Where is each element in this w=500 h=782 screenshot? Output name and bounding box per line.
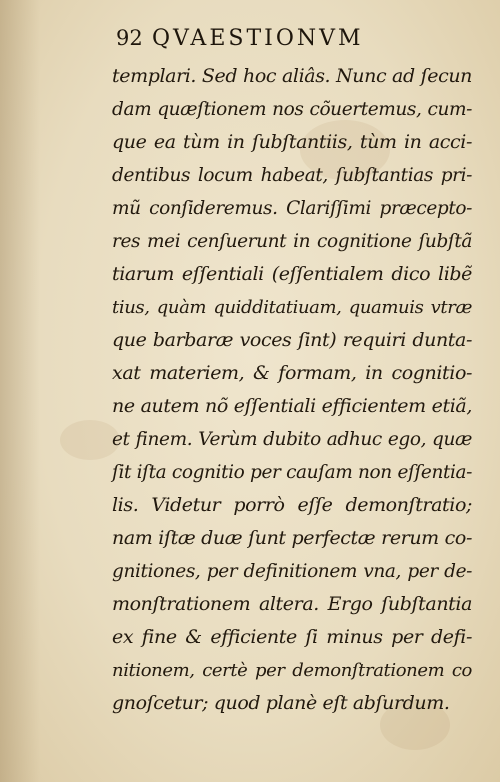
page-header <box>116 26 446 56</box>
text-line: ne autem nõ eſſentiali efficientem etiã, <box>112 395 472 417</box>
paper-stain <box>60 420 120 460</box>
text-line: mũ conſideremus. Clariſſimi præcepto- <box>112 198 472 219</box>
text-line: res mei cenſuerunt in cognitione ſubſtã <box>112 231 472 252</box>
text-line: templari. Sed hoc aliâs. Nunc ad ſecun <box>112 65 472 87</box>
text-line: gnoſcetur; quod planè eſt abſurdum. <box>112 692 450 714</box>
text-line: lis. Videtur porrò eſſe demonſtratio; <box>112 494 472 516</box>
page-edge-shadow <box>0 0 40 782</box>
text-line: tius, quàm quidditatiuam, quamuis vtræ <box>112 297 472 318</box>
text-line: dentibus locum habeat, ſubſtantias pri- <box>112 165 472 186</box>
page-number: 92 <box>116 26 143 50</box>
text-line: tiarum eſſentiali (eſſentialem dico libẽ <box>112 263 472 285</box>
text-line: nitionem, certè per demonſtrationem co <box>112 660 472 681</box>
text-line: monſtrationem altera. Ergo ſubſtantia <box>112 593 472 615</box>
text-line: que barbaræ voces ſint) requiri dunta- <box>112 329 472 351</box>
running-head: QVAESTIONVM <box>152 26 364 51</box>
text-line: xat materiem, & formam, in cognitio- <box>112 362 472 384</box>
text-line: que ea tùm in ſubſtantiis, tùm in acci- <box>112 131 472 153</box>
text-line: et finem. Verùm dubito adhuc ego, quæ <box>112 429 472 450</box>
text-line: ex fine & efficiente ſi minus per defi- <box>112 626 472 648</box>
text-line: ſit iſta cognitio per cauſam non eſſentia- <box>112 462 472 483</box>
body-text <box>112 60 472 720</box>
text-line: dam quæſtionem nos cõuertemus, cum- <box>112 99 472 120</box>
text-line: gnitiones, per definitionem vna, per de- <box>112 561 472 582</box>
text-line: nam iſtæ duæ ſunt perfectæ rerum co- <box>112 527 472 549</box>
